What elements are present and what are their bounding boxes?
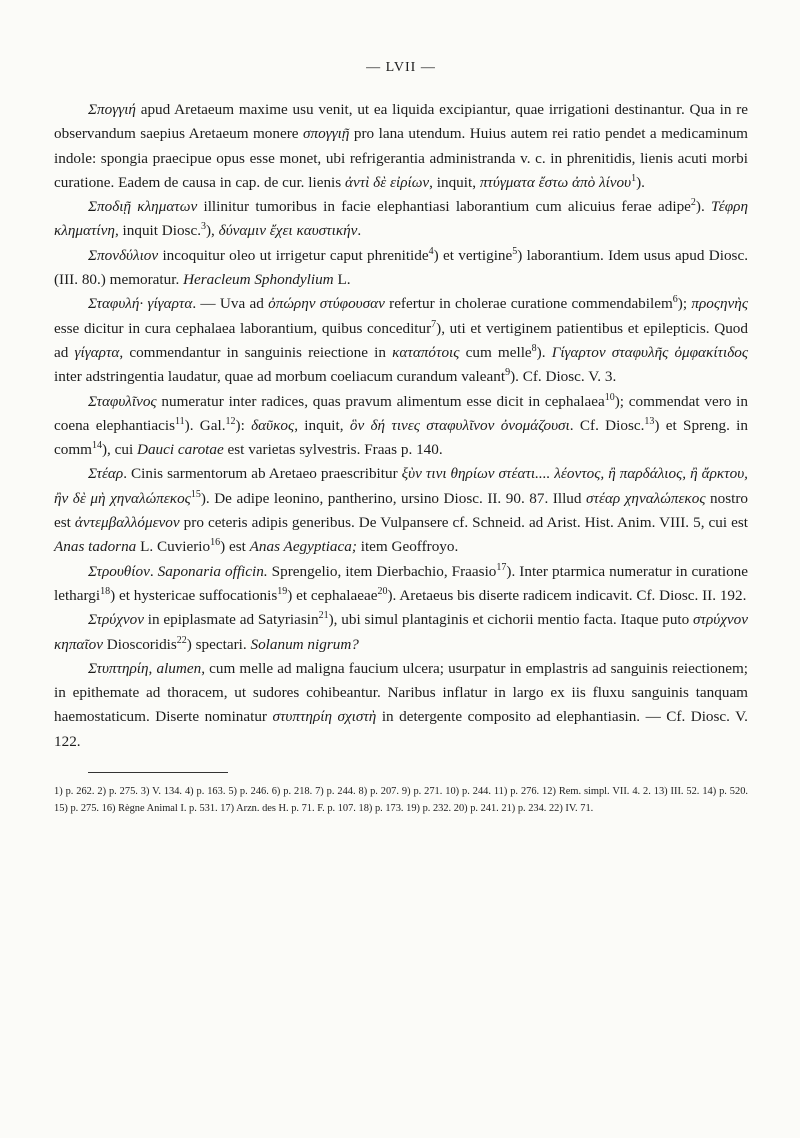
text-run: apud Aretaeum maxime usu venit, ut ea liquida excipiantur, quae irrigationi destinantur. Qua in re observandum saepius Aretaeum monere	[54, 101, 748, 143]
text-run: ):	[235, 416, 252, 434]
footnote-marker: 22	[176, 634, 187, 646]
footnote-marker: 6	[672, 294, 678, 306]
text-run: cum melle	[459, 343, 532, 361]
paragraph	[54, 195, 748, 244]
text-run: refertur in cholerae curatione commendabilem	[384, 295, 673, 313]
italic-term: Anas Aegyptiaca;	[249, 538, 357, 556]
text-run: . — Uva ad	[192, 295, 269, 313]
footnote-marker: 11	[175, 415, 185, 427]
greek-term: ξὺν τινι θηρίων στέατι.... λέοντος, ἢ παρδάλιος, ἢ ἄρκτου, ἢν δὲ μὴ χηναλώπεκος	[54, 465, 748, 507]
greek-term: γίγαρτα	[74, 343, 120, 361]
text-run: item Geoffroyo.	[356, 538, 459, 556]
text-run: ). De adipe leonino, pantherino, ursino Diosc. II. 90. 87. Illud	[200, 489, 587, 507]
footnote-marker: 17	[496, 561, 507, 573]
page-number: — LVII —	[366, 60, 436, 75]
greek-term: προςηνὴς	[691, 295, 748, 313]
text-run: pro lana utendum. Huius autem rei ratio pendet a medicaminum indole: spongia praecipue opus esse monet, ubi refrigerantia administranda v. c. in phrenitidis, lienis acuti morbi curatione. Eadem de causa in cap. de cur. lienis	[54, 125, 748, 191]
text-run: ). Gal.	[184, 416, 226, 434]
paragraph	[54, 608, 748, 657]
text-run: ), uti et vertiginem patientibus et epilepticis. Quod ad	[54, 319, 748, 361]
text-run: ). Aretaeus bis diserte radicem indicavit. Cf. Diosc. II. 192.	[387, 586, 747, 604]
footnote-marker: 7	[431, 318, 437, 330]
greek-term: ὃν δή τινες σταφυλῖνον ὀνομάζουσι	[349, 416, 570, 434]
footnote-line: 1) p. 262. 2) p. 275. 3) V. 134. 4) p. 163. 5) p. 246. 6) p. 218. 7) p. 244. 8) p. 207. 9) p. 271. 10) p. 244. 11) p. 276. 12) Rem. simpl. VII. 4. 2. 13) III. 52. 14) p. 520. 15) p. 275. 16) Règne Animal I. p. 531. 17) Arzn. des H. p. 71. F. p. 107. 18) p. 173. 19) p. 232. 20) p. 241. 21) p. 234. 22) IV. 71.	[54, 786, 748, 815]
footnote-marker: 20	[377, 585, 388, 597]
text-run: ); commendat vero in coena elephantiacis	[54, 392, 748, 434]
text-run: ). Inter ptarmica numeratur in curatione lethargi	[54, 562, 749, 604]
greek-term: Γίγαρτον σταφυλῆς ὀμφακίτιδος	[551, 343, 749, 361]
paragraph	[54, 390, 748, 463]
text-run: .	[357, 222, 362, 240]
text-run: , inquit Diosc.	[114, 222, 201, 240]
footnote-marker: 4	[428, 245, 434, 257]
greek-term: Στρύχνον	[88, 611, 144, 629]
greek-term: καταπότοις	[392, 343, 460, 361]
footnote-marker: 13	[644, 415, 655, 427]
italic-term: Anas tadorna	[54, 538, 137, 556]
text-run: pro ceteris adipis generibus. De Vulpansere cf. Schneid. ad Arist. Hist. Anim. VIII. 5, cui est	[179, 514, 748, 532]
text-run: ), ubi simul plantaginis et cichorii mentio facta. Itaque puto	[328, 611, 694, 629]
paragraph	[54, 560, 748, 609]
greek-term: Σταφυλή· γίγαρτα	[88, 295, 193, 313]
paragraph	[54, 292, 748, 389]
text-run: , inquit,	[429, 173, 480, 191]
text-run: ) spectari.	[186, 635, 251, 653]
paragraph	[54, 657, 748, 754]
text-run: ), cui	[101, 441, 137, 459]
greek-term: στρύχνον κηπαῖον	[54, 611, 748, 653]
footnote-marker: 18	[100, 585, 111, 597]
greek-term: Σποδιῇ κληματων	[88, 198, 198, 216]
greek-term: Στρουθίον	[88, 562, 150, 580]
text-run: , inquit,	[294, 416, 350, 434]
text-run: ) et hystericae suffocationis	[110, 586, 278, 604]
text-run: numeratur inter radices, quas pravum alimentum esse dicit in cephalaea	[156, 392, 605, 410]
text-run: ).	[536, 343, 552, 361]
italic-term: Solanum nigrum?	[250, 635, 359, 653]
italic-term: Heracleum Sphondylium	[183, 271, 334, 289]
text-run: L. Cuvierio	[136, 538, 211, 556]
text-run: ) et vertigine	[433, 246, 513, 264]
greek-term: Σταφυλῖνος	[88, 392, 157, 410]
paragraph	[54, 462, 748, 559]
text-run: ) est	[220, 538, 250, 556]
text-run: nostro est	[54, 489, 748, 532]
footnote-marker: 1	[631, 172, 637, 184]
footnote-marker: 9	[505, 367, 511, 379]
footnote-marker: 10	[604, 391, 615, 403]
footnote-rule	[88, 772, 228, 773]
text-run: );	[677, 295, 692, 313]
footnote-marker: 14	[91, 440, 102, 452]
text-run: Dioscoridis	[102, 635, 177, 653]
footnote-marker: 19	[277, 585, 288, 597]
text-run: ).	[636, 173, 645, 191]
footnote-marker: 16	[210, 537, 221, 549]
text-run: est varietas sylvestris. Fraas p. 140.	[223, 441, 443, 459]
footnote-marker: 5	[512, 245, 518, 257]
greek-term: δαῦκος	[251, 416, 295, 434]
greek-term: Τέφρη κληματίνη	[54, 198, 748, 240]
greek-term: σπογγιῇ	[303, 125, 350, 143]
footnote-marker: 3	[201, 221, 206, 233]
text-run: ) et cephalaeae	[287, 586, 378, 604]
text-run: ) laborantium. Idem usus apud Diosc. (III. 80.) memoratur.	[54, 246, 749, 289]
text-run: .	[149, 562, 158, 580]
text-run: inter adstringentia laudatur, quae ad morbum coeliacum curandum valeant	[54, 368, 506, 386]
text-run: ,	[148, 659, 157, 677]
greek-term: Σπονδύλιον	[88, 246, 159, 264]
italic-term: alumen	[156, 659, 202, 677]
footnote-marker: 21	[318, 610, 329, 622]
text-run: in detergente composito ad elephantiasin. — Cf. Diosc. V. 122.	[54, 708, 748, 750]
body-text	[54, 98, 748, 754]
text-run: esse dicitur in cura cephalaea laborantium, quibus conceditur	[54, 319, 432, 337]
greek-term: στέαρ χηναλώπεκος	[586, 489, 706, 507]
paragraph	[54, 98, 748, 195]
text-run: incoquitur oleo ut irrigetur caput phrenitide	[158, 246, 429, 264]
greek-term: στυπτηρίη σχιστὴ	[272, 708, 377, 726]
text-run: . Cf. Diosc.	[569, 416, 645, 434]
greek-term: ἀντὶ δὲ εἰρίων	[344, 173, 430, 191]
greek-term: ὀπώρην στύφουσαν	[268, 295, 385, 313]
text-run: , commendantur in sanguinis reiectione in	[119, 343, 393, 361]
footnote-marker: 12	[225, 415, 236, 427]
text-run: ),	[206, 222, 219, 240]
text-run: ).	[695, 198, 712, 216]
text-run: ) et Spreng. in comm	[54, 416, 749, 459]
italic-term: Saponaria officin.	[157, 562, 268, 580]
text-run: illinitur tumoribus in facie elephantiasi laborantium cum alicuius ferae adipe	[197, 198, 691, 216]
greek-term: δύναμιν ἔχει καυστικήν	[218, 222, 358, 240]
footnote-marker: 15	[190, 488, 201, 500]
greek-term: Σπογγιή	[88, 101, 136, 118]
text-run: , cum melle ad maligna faucium ulcera; usurpatur in emplastris ad sanguinis reiectionem; in epithemate ad thoracem, ut sudores cohibeantur. Naribus inflatur in largo ex iis fluxu sanguinis tanquam haemostaticum. Diserte nominatur	[54, 659, 748, 726]
text-run: in epiplasmate ad Satyriasin	[143, 611, 319, 629]
greek-term: Στέαρ	[88, 465, 124, 483]
greek-term: ἀντεμβαλλόμενον	[74, 514, 180, 532]
footnotes	[54, 783, 748, 817]
text-run: . Cinis sarmentorum ab Aretaeo praescribitur	[123, 465, 402, 483]
paragraph	[54, 244, 748, 293]
greek-term: πτύγματα ἔστω ἀπὸ λίνου	[479, 173, 632, 191]
footnote-marker: 8	[531, 342, 537, 354]
text-run: L.	[333, 271, 351, 289]
italic-term: Dauci carotae	[136, 441, 224, 459]
greek-term: Στυπτηρίη	[88, 659, 149, 677]
footnote-marker: 2	[690, 197, 696, 209]
text-run: Sprengelio, item Dierbachio, Fraasio	[267, 562, 497, 580]
text-run: ). Cf. Diosc. V. 3.	[510, 368, 617, 386]
